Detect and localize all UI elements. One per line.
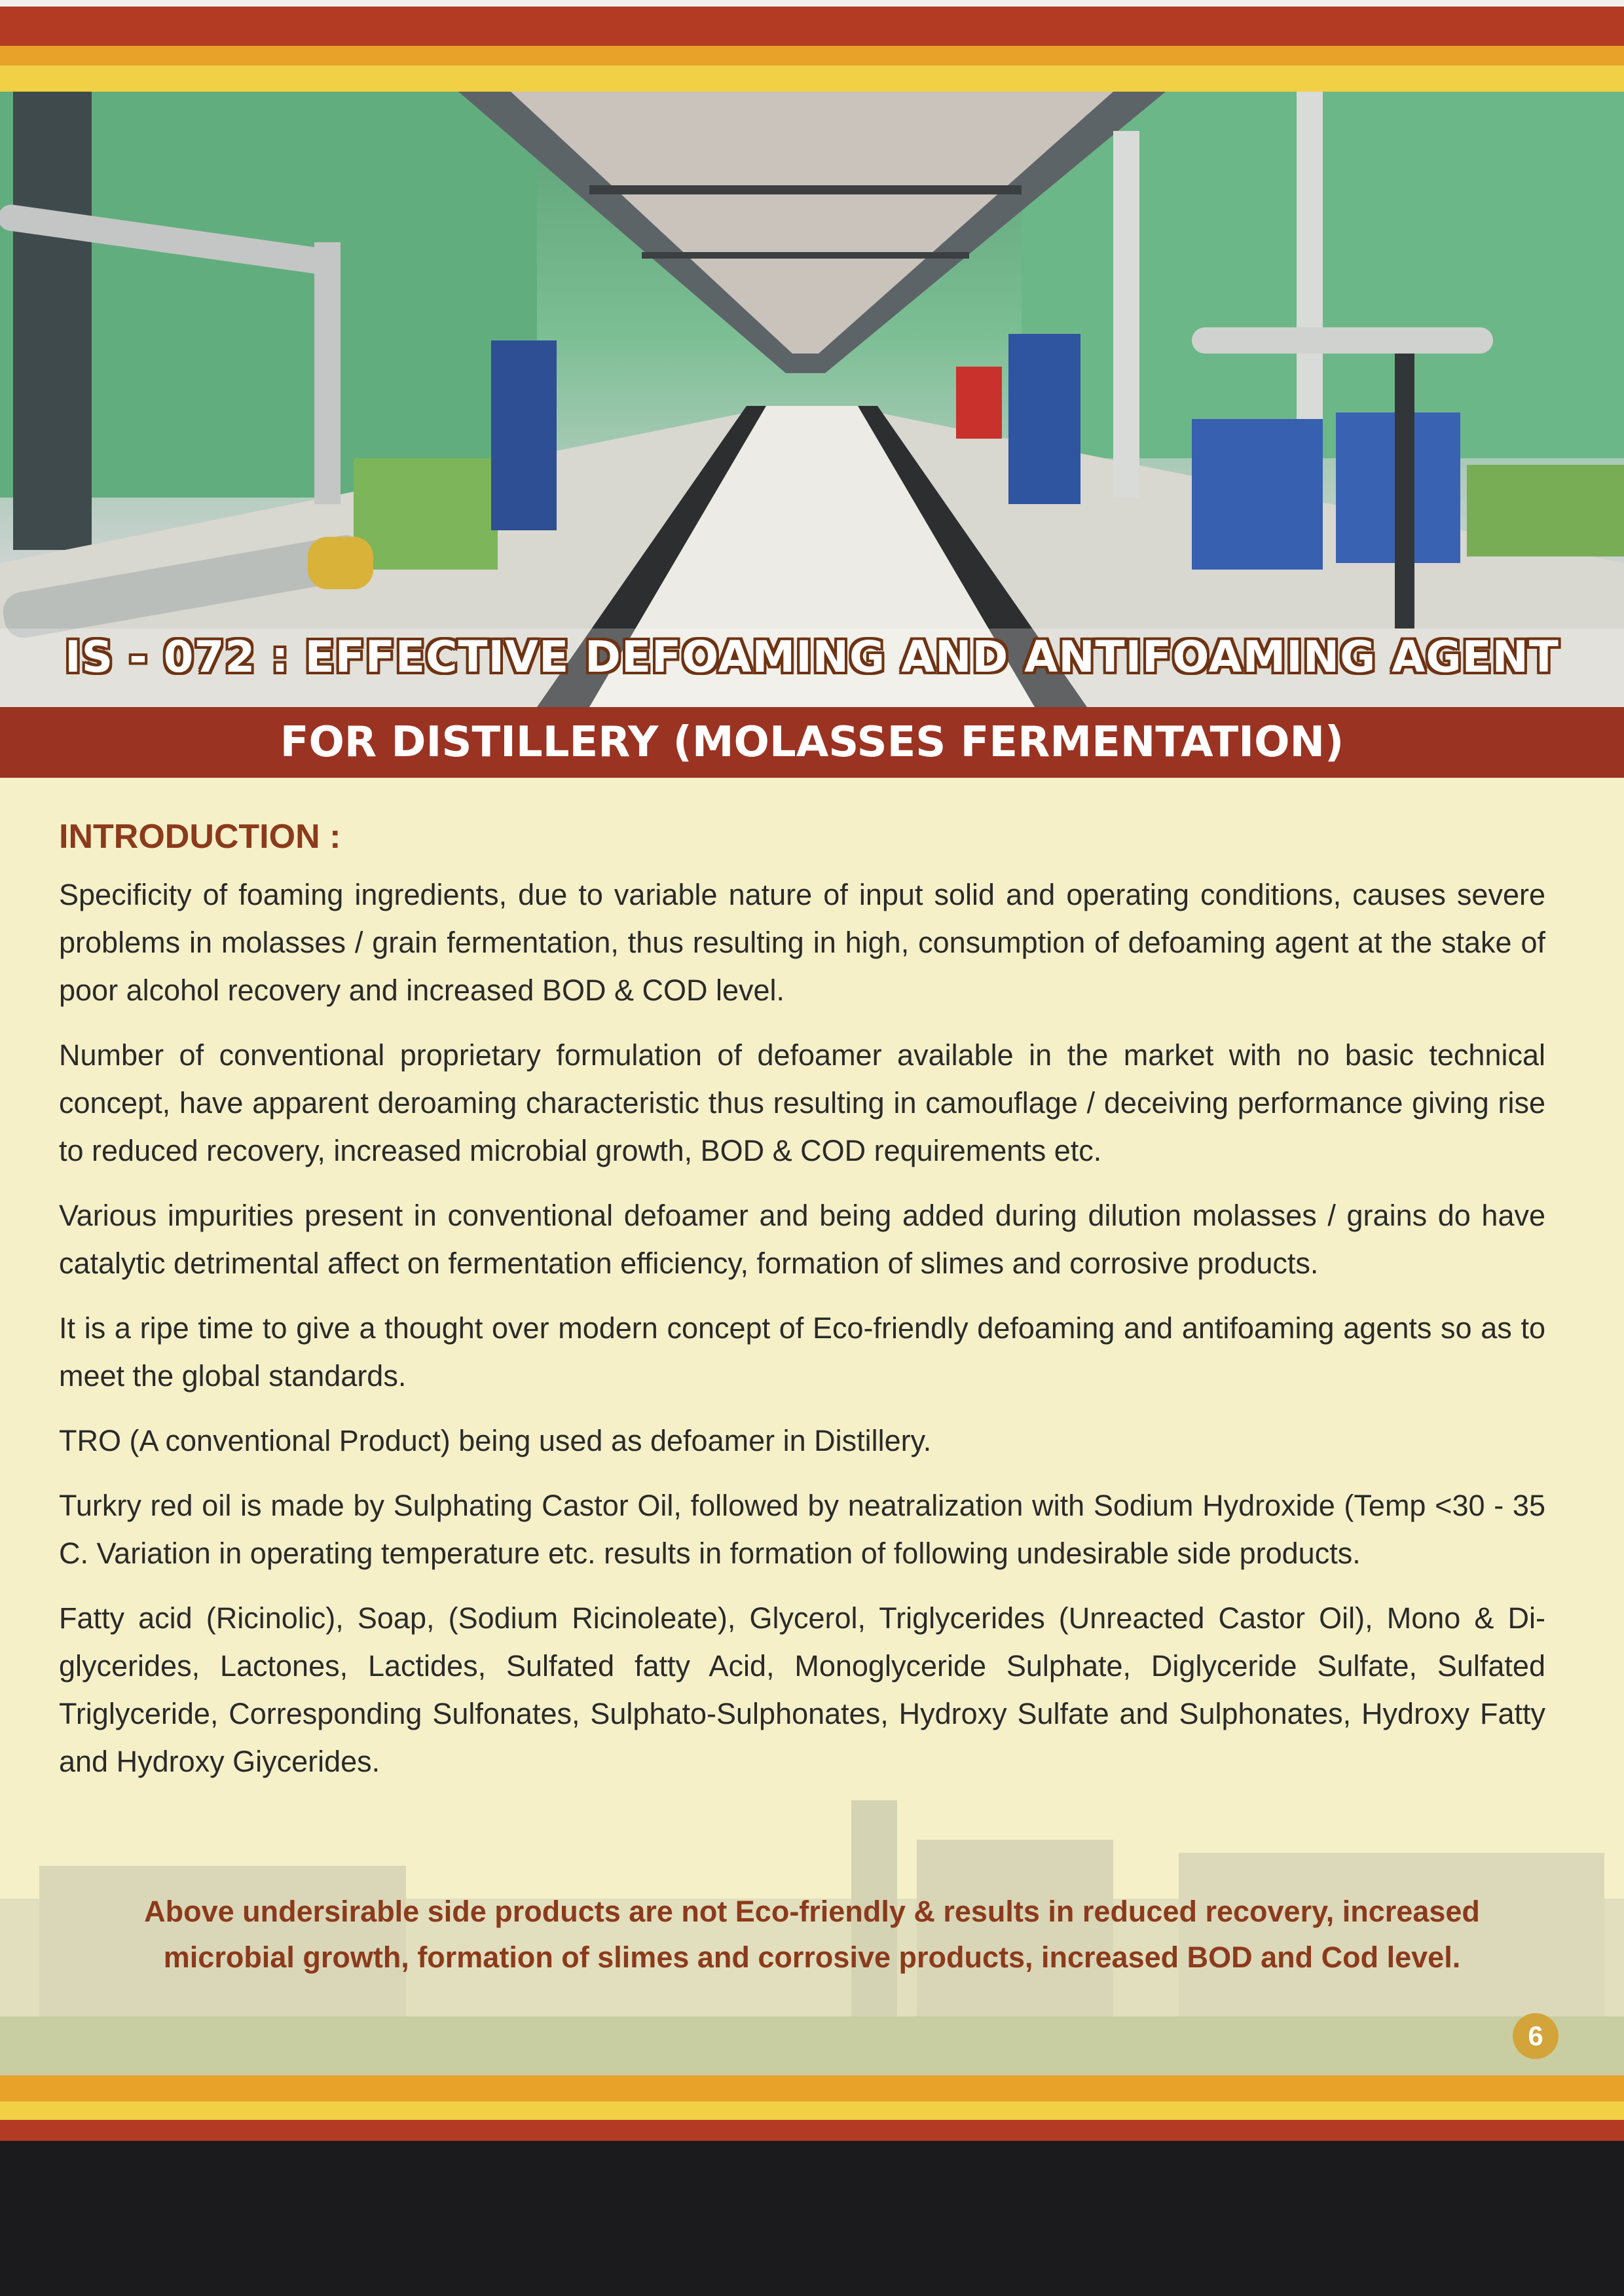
paragraph-1: Specificity of foaming ingredients, due to variable nature of input solid and operating conditions, causes severe problems in molasses / grain fermentation, thus resulting in high, consumption of defoaming agent at the stake of poor alcohol recovery and increased BOD & COD level. xyxy=(59,878,1545,1007)
paragraph-4: It is a ripe time to give a thought over modern concept of Eco-friendly defoaming and antifoaming agents so as to meet the global standards. xyxy=(59,1311,1545,1393)
top-decorative-border xyxy=(0,0,1624,92)
paragraph-7: Fatty acid (Ricinolic), Soap, (Sodium Ricinoleate), Glycerol, Triglycerides (Unreacted Castor Oil), Mono & Di-glycerides, Lactones, Lactides, Sulfated fatty Acid, Monoglyceride Sulphate, Diglyceride Sulfate, Sulfated Triglyceride, Corresponding Sulfonates, Sulphato-Sulphonates, Hydroxy Sulfate and Sulphonates, Hydroxy Fatty and Hydroxy Giycerides. xyxy=(59,1601,1545,1778)
bottom-decorative-border xyxy=(0,2075,1624,2141)
conclusion-statement: Above undersirable side products are not Eco-friendly & results in reduced recovery, increased microbial growth, formation of slimes and corrosive products, increased BOD and Cod level. xyxy=(144,1895,1480,1974)
hero-plant-photo xyxy=(0,92,1624,707)
paragraph-2: Number of conventional proprietary formulation of defoamer available in the market with no basic technical concept, have apparent deroaming characteristic thus resulting in camouflage / deceiving performance giving rise to reduced recovery, increased microbial growth, BOD & COD requirements etc. xyxy=(59,1038,1545,1167)
paragraph-3: Various impurities present in conventional defoamer and being added during dilution molasses / grains do have catalytic detrimental affect on fermentation efficiency, formation of slimes and corrosive products. xyxy=(59,1199,1545,1280)
paragraph-6: Turkry red oil is made by Sulphating Castor Oil, followed by neatralization with Sodium Hydroxide (Temp <30 - 35 C. Variation in operating temperature etc. results in formation of following undesirable side products. xyxy=(59,1489,1545,1570)
title-line-1: IS - 072 : EFFECTIVE DEFOAMING AND ANTIFOAMING AGENT xyxy=(65,632,1559,682)
dark-footer-strip xyxy=(0,2141,1624,2296)
title-line-2: FOR DISTILLERY (MOLASSES FERMENTATION) xyxy=(0,707,1624,778)
content-area xyxy=(59,817,1545,1802)
page-number-badge: 6 xyxy=(1513,2013,1559,2059)
introduction-heading: INTRODUCTION : xyxy=(59,818,341,856)
paragraph-5: TRO (A conventional Product) being used as defoamer in Distillery. xyxy=(59,1424,932,1457)
